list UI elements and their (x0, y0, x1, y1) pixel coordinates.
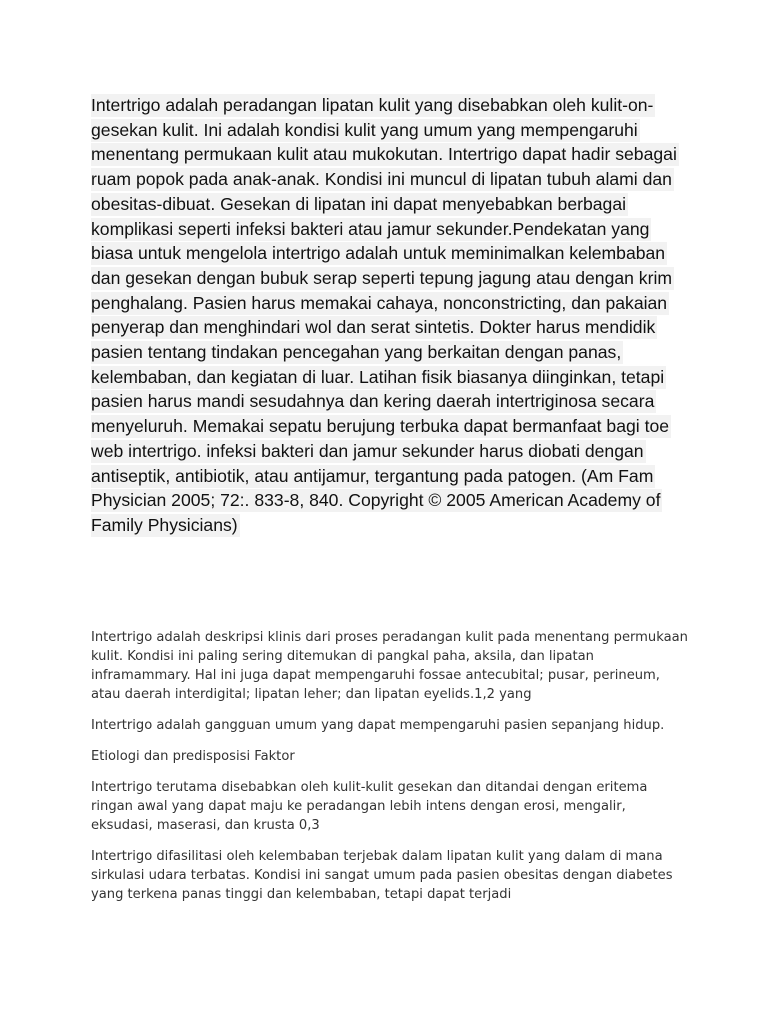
section-heading-etiology: Etiologi dan predisposisi Faktor (91, 749, 295, 764)
paragraph-prevalence: Intertrigo adalah gangguan umum yang dapat mempengaruhi pasien sepanjang hidup. (91, 718, 665, 733)
highlighted-abstract (91, 93, 681, 538)
paragraph-cause: Intertrigo terutama disebabkan oleh kulit-kulit gesekan dan ditandai dengan eritema ringan awal yang dapat maju ke peradangan lebih intens dengan erosi, mengalir, eksudasi, maserasi, dan krusta 0,3 (91, 780, 648, 833)
abstract-text: Intertrigo adalah peradangan lipatan kulit yang disebabkan oleh kulit-on-gesekan kulit. Ini adalah kondisi kulit yang umum yang mempengaruhi menentang permukaan kulit atau mukokutan. Intertrigo dapat hadir sebagai ruam popok pada anak-anak. Kondisi ini muncul di lipatan tubuh alami dan obesitas-dibuat. Gesekan di lipatan ini dapat menyebabkan berbagai komplikasi seperti infeksi bakteri atau jamur sekunder.Pendekatan yang biasa untuk mengelola intertrigo adalah untuk meminimalkan kelembaban dan gesekan dengan bubuk serap seperti tepung jagung atau dengan krim penghalang. Pasien harus memakai cahaya, nonconstricting, dan pakaian penyerap dan menghindari wol dan serat sintetis. Dokter harus mendidik pasien tentang tindakan pencegahan yang berkaitan dengan panas, kelembaban, dan kegiatan di luar. Latihan fisik biasanya diinginkan, tetapi pasien harus mandi sesudahnya dan kering daerah intertriginosa secara menyeluruh. Memakai sepatu berujung terbuka dapat bermanfaat bagi toe web intertrigo. infeksi bakteri dan jamur sekunder harus diobati dengan antiseptik, antibiotik, atau antijamur, tergantung pada patogen. (Am Fam Physician 2005; 72:. 833-8, 840. Copyright © 2005 American Academy of Family Physicians) (91, 95, 677, 535)
paragraph-moisture: Intertrigo difasilitasi oleh kelembaban terjebak dalam lipatan kulit yang dalam di mana sirkulasi udara terbatas. Kondisi ini sangat umum pada pasien obesitas dengan diabetes yang terkena panas tinggi dan kelembaban, tetapi dapat terjadi (91, 849, 673, 902)
article-body (91, 628, 691, 916)
paragraph-definition: Intertrigo adalah deskripsi klinis dari proses peradangan kulit pada menentang permukaan kulit. Kondisi ini paling sering ditemukan di pangkal paha, aksila, dan lipatan inframammary. Hal ini juga dapat mempengaruhi fossae antecubital; pusar, perineum, atau daerah interdigital; lipatan leher; dan lipatan eyelids.1,2 yang (91, 630, 688, 702)
